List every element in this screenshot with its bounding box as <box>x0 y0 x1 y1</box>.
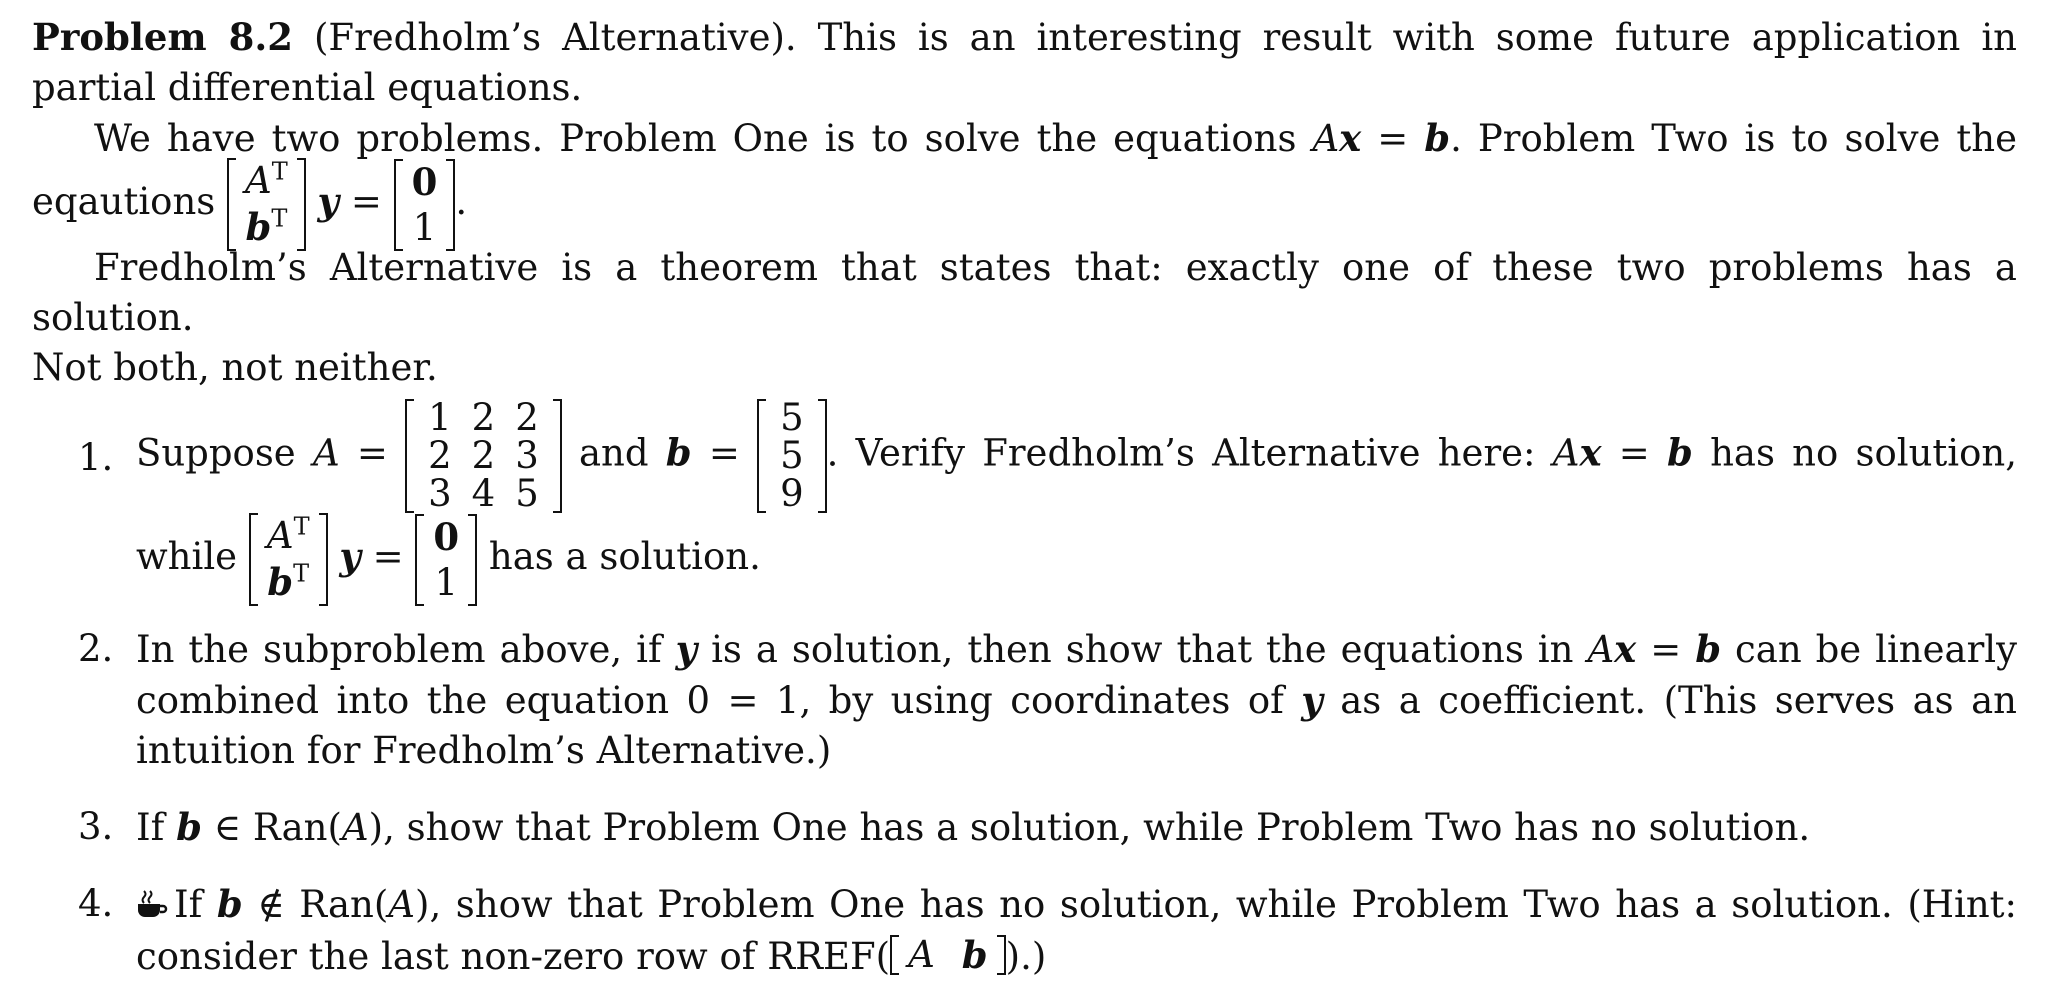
matrix-entry: A <box>245 159 272 202</box>
math-equals: = <box>1650 628 1682 671</box>
math-b: b <box>216 882 243 926</box>
math-b: b <box>1666 430 1693 475</box>
item-text: If <box>174 883 203 926</box>
item-text: has no solution, <box>1710 431 2017 475</box>
two-problems-line <box>32 113 2017 164</box>
eqautions-word: eqautions <box>32 180 216 223</box>
item-text: is a solution, then show that the equations in <box>711 628 1574 671</box>
math-x: x <box>1579 430 1602 475</box>
matrix-entry: 2 <box>471 396 496 439</box>
fredholm-statement: Fredholm’s Alternative is a theorem that states that: exactly one of these two problems has a solution. <box>32 246 2017 339</box>
vector-entry: 9 <box>780 472 804 515</box>
item-text: . Verify Fredholm’s Alternative here: <box>826 431 1536 475</box>
math-A: A <box>341 806 369 849</box>
item-text: Suppose <box>136 431 296 475</box>
item-1-line-2 <box>136 513 2017 606</box>
stacked-equation-line <box>32 158 2017 251</box>
math-b: b <box>1424 116 1451 160</box>
list-item <box>32 879 2017 982</box>
item-text: has a solution. <box>488 535 761 578</box>
math-equals: = <box>708 431 740 475</box>
subproblem-list <box>32 396 2018 982</box>
transpose-sup: T <box>293 512 310 541</box>
vector-entry: 5 <box>780 434 804 477</box>
item-text: ∉ Ran( <box>257 883 389 926</box>
math-equals: = <box>356 431 388 475</box>
item-text: ), show that Problem One has no solution, while Problem Two has a solution. (Hint: consider the last non-zero row of RREF( <box>136 883 2018 978</box>
math-A: A <box>1312 117 1340 160</box>
item-1-line-1 <box>136 396 2017 515</box>
vector-entry: 5 <box>780 396 804 439</box>
list-item <box>32 802 2017 853</box>
math-equals: = <box>1618 431 1650 475</box>
math-equals: = <box>350 180 382 223</box>
two-problems-text-2: . Problem Two is to solve the <box>1450 117 2017 160</box>
item-text: ∈ Ran( <box>213 806 342 849</box>
math-y: y <box>317 179 340 223</box>
stacked-matrix <box>249 513 328 606</box>
math-equals: = <box>1377 117 1409 160</box>
matrix-entry: b <box>245 205 272 249</box>
matrix-entry: 4 <box>471 472 496 515</box>
item-text: If <box>136 806 165 849</box>
coffee-cup-icon <box>136 882 168 932</box>
item-text: can be linearly combined into the equation 0 = 1, by using coordinates of <box>136 628 2018 722</box>
list-item <box>32 396 2017 606</box>
matrix-entry: 1 <box>428 396 452 439</box>
augmented-matrix <box>890 935 1006 975</box>
problem-intro-text: This is an interesting result with some future application in partial differential equations. <box>32 16 2017 109</box>
matrix-A <box>405 396 562 515</box>
item-number: 3. <box>78 805 114 848</box>
math-x: x <box>1339 116 1362 160</box>
period: . <box>455 180 468 223</box>
math-A: A <box>312 431 340 475</box>
math-y: y <box>675 627 698 671</box>
matrix-entry: 0 <box>433 514 460 559</box>
matrix-entry: 2 <box>515 396 539 439</box>
matrix-entry: b <box>961 933 988 977</box>
vector-b <box>757 396 827 515</box>
matrix-entry: 0 <box>411 159 438 204</box>
stacked-matrix <box>227 158 306 251</box>
math-A: A <box>388 883 416 926</box>
transpose-sup: T <box>293 559 310 588</box>
problem-label: Problem 8.2 <box>32 15 294 59</box>
two-problems-text: We have two problems. Problem One is to solve the equations <box>94 117 1297 160</box>
item-text: ), show that Problem One has a solution, while Problem Two has no solution. <box>368 806 1811 849</box>
item-text: In the subproblem above, if <box>136 628 662 671</box>
problem-name: (Fredholm’s Alternative). <box>313 16 797 59</box>
rhs-vector <box>394 159 456 251</box>
matrix-entry: b <box>267 560 294 604</box>
item-text: ).) <box>1005 935 1047 978</box>
math-b: b <box>1695 627 1722 671</box>
matrix-entry: 2 <box>428 434 452 477</box>
math-x: x <box>1614 627 1637 671</box>
matrix-entry: 5 <box>515 472 539 515</box>
matrix-entry: 2 <box>471 434 496 477</box>
item-number: 4. <box>78 882 114 925</box>
list-item <box>32 624 2017 776</box>
matrix-entry: 3 <box>515 434 539 477</box>
math-y: y <box>1301 678 1323 722</box>
transpose-sup: T <box>271 204 288 233</box>
math-y: y <box>339 534 361 578</box>
item-text: as a coefficient. (This serves as an intuition for Fredholm’s Alternative.) <box>136 679 2017 772</box>
problem-intro <box>32 12 2017 113</box>
fredholm-statement-end: Not both, not neither. <box>32 346 438 389</box>
transpose-sup: T <box>271 157 288 186</box>
item-text: while <box>136 535 238 578</box>
math-b: b <box>665 430 692 475</box>
math-A: A <box>1587 628 1615 671</box>
math-b: b <box>176 805 202 849</box>
matrix-entry: 1 <box>412 205 437 249</box>
item-number: 2. <box>78 627 114 670</box>
math-A: A <box>1552 431 1580 475</box>
math-equals: = <box>372 535 404 578</box>
item-text: and <box>578 431 649 475</box>
matrix-entry: A <box>266 514 294 557</box>
matrix-entry: 1 <box>434 560 459 604</box>
matrix-entry: 3 <box>428 472 452 515</box>
rhs-vector <box>415 514 477 606</box>
matrix-entry: A <box>908 933 935 976</box>
item-number: 1. <box>78 436 114 479</box>
